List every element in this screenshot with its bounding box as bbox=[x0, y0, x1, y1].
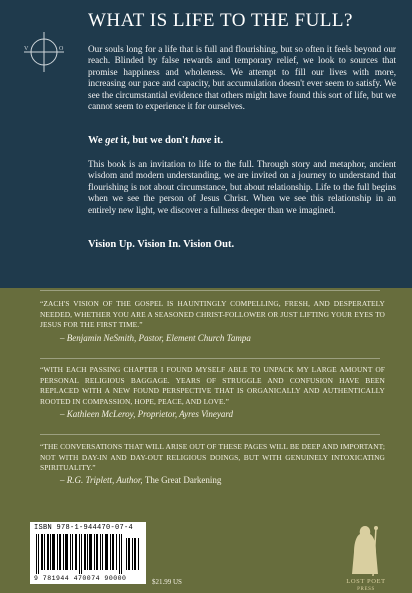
description-paragraph-2: This book is an invitation to life to the full. Through story and metaphor, ancient wisdom and modern understanding, we are invited on a journey to understand that flourishing is not about circumstance, but about relationship. Life to the full begins when we see the person of Jesus Christ. When we see this relationship in an entirely new light, we discover a fullness deeper than we imagined. bbox=[88, 159, 396, 215]
praise-attribution-3 bbox=[60, 475, 221, 485]
praise-attribution-1 bbox=[60, 333, 251, 343]
praise-quote-3: “THE CONVERSATIONS THAT WILL ARISE OUT OF THESE PAGES WILL BE DEEP AND IMPORTANT; NOT WITH DAY-IN AND DAY-OUT RELIGIOUS DOINGS, BUT WITH GENUINELY INTOXICATING SPIRITUALITY.” bbox=[40, 442, 385, 473]
svg-text:O: O bbox=[59, 46, 64, 52]
tagline-1-emphasis-have: have bbox=[190, 135, 212, 146]
divider bbox=[40, 358, 380, 359]
page-title: WHAT IS LIFE TO THE FULL? bbox=[88, 10, 353, 31]
description-panel bbox=[0, 0, 412, 288]
divider bbox=[40, 290, 380, 291]
barcode-addon: 90000 bbox=[104, 575, 127, 582]
barcode bbox=[30, 522, 146, 584]
tagline-1-part: it, but we don't bbox=[118, 135, 191, 146]
praise-attribution-text: – Kathleen McLeroy, Proprietor, Ayres Vineyard bbox=[60, 409, 234, 419]
barcode-digits: 9 781944 470074 bbox=[34, 575, 101, 582]
praise-attribution-2 bbox=[60, 409, 233, 419]
description-paragraph-1: Our souls long for a life that is full and flourishing, but so often it feels beyond our reach. Blinded by false rewards and temporary relief, we look to sources that promise happiness and wholeness. We attempt to fill our lives with more, increasing our pace and capacity, but accumulation doesn't ever seem to satisfy. We see the circumstantial evidence that others might have found this sort of life, but we cannot seem to experience it for ourselves. bbox=[88, 44, 396, 112]
tagline-2: Vision Up. Vision In. Vision Out. bbox=[88, 239, 235, 250]
vio-emblem-icon bbox=[22, 30, 66, 74]
barcode-bars-icon bbox=[34, 534, 142, 574]
tagline-1-emphasis-get: get bbox=[105, 135, 119, 146]
praise-quote-1: “ZACH'S VISION OF THE GOSPEL IS HAUNTINGLY COMPELLING, FRESH, AND DESPERATELY NEEDED, WHETHER YOU ARE A SEASONED CHRIST-FOLLOWER OR JUST LIFTING YOUR EYES TO JESUS FOR THE FIRST TIME.” bbox=[40, 299, 385, 330]
tagline-1 bbox=[88, 135, 223, 146]
publisher-sub-text: PRESS bbox=[357, 587, 375, 592]
divider bbox=[40, 434, 380, 435]
praise-work-title: The Great Darkening bbox=[144, 475, 222, 485]
barcode-number bbox=[34, 575, 126, 582]
praise-attribution-text: – Benjamin NeSmith, Pastor, Element Church Tampa bbox=[60, 333, 251, 343]
isbn-label: ISBN 978-1-944470-07-4 bbox=[34, 524, 134, 532]
praise-attribution-text: – R.G. Triplett, Author, bbox=[60, 475, 145, 485]
publisher-name-text: LOST POET bbox=[346, 578, 386, 585]
praise-quote-2: “WITH EACH PASSING CHAPTER I FOUND MYSELF ABLE TO UNPACK MY LARGE AMOUNT OF PERSONAL RELIGIOUS BAGGAGE. YEARS OF STRUGGLE AND CONFUSION HAVE BEEN REPLACED WITH A NEW FOUND PERSPECTIVE THAT IS ORGANICALLY AND AUTHENTICALLY ROOTED IN COMPASSION, HOPE, PEACE, AND LOVE.” bbox=[40, 365, 385, 406]
svg-text:V: V bbox=[24, 46, 29, 52]
tagline-1-part: We bbox=[88, 135, 106, 146]
tagline-1-part: it. bbox=[211, 135, 224, 146]
price-label: $21.99 US bbox=[152, 578, 182, 586]
publisher-name bbox=[338, 578, 394, 592]
